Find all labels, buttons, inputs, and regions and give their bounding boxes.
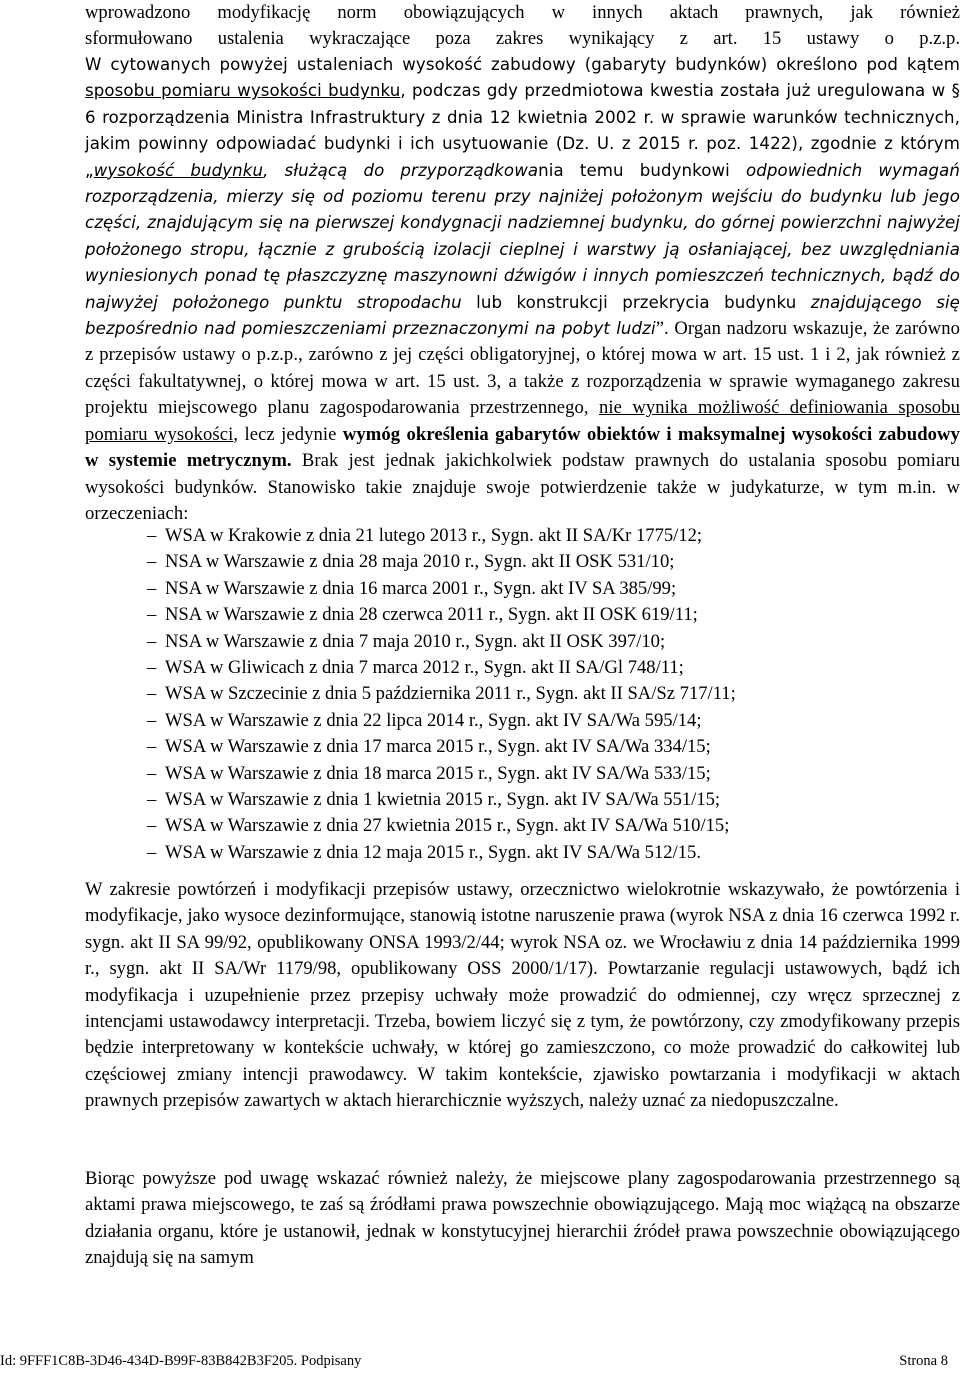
- intro-line-2: sformułowano ustalenia wykraczające poza zakres wynikający z art. 15 ustawy o p.z.p.: [85, 28, 960, 50]
- intro-line-1: wprowadzono modyfikację norm obowiązujących w innych aktach prawnych, jak również: [85, 2, 960, 23]
- page-number: Strona 8: [899, 1353, 948, 1369]
- court-decisions-list: [85, 523, 960, 866]
- list-dash: –: [147, 762, 157, 784]
- p2-quote-3: znajdującego się bezpośrednio nad pomieszczeniami przeznaczonymi na pobyt ludzi: [85, 292, 960, 339]
- list-dash: –: [147, 683, 157, 705]
- list-dash: –: [147, 630, 157, 652]
- list-dash: –: [147, 657, 157, 679]
- list-dash: –: [147, 551, 157, 573]
- list-item: – WSA w Warszawie z dnia 22 lipca 2014 r., Sygn. akt IV SA/Wa 595/14;: [85, 708, 960, 734]
- p2-text-1: W cytowanych powyżej ustaleniach wysokość zabudowy (gabaryty budynków) określono pod kątem: [85, 55, 960, 74]
- list-item: – NSA w Warszawie z dnia 16 marca 2001 r., Sygn. akt IV SA 385/99;: [85, 576, 960, 602]
- p2-text-3: , podczas gdy przedmiotowa kwestia została już uregulowana w § 6 rozporządzenia Ministra Infrastruktury z dnia 12 kwietnia 2002 r. w sprawie warunków technicznych, jakim powinny odpowiadać budynki i ich usytuowanie (Dz. U. z 2015 r. poz. 1422), zgodnie z którym „: [85, 81, 960, 180]
- list-item: – WSA w Warszawie z dnia 27 kwietnia 2015 r., Sygn. akt IV SA/Wa 510/15;: [85, 813, 960, 839]
- paragraph-height-measurement: [85, 52, 960, 527]
- list-dash: –: [147, 604, 157, 626]
- page-footer: [0, 1353, 948, 1370]
- list-item: – WSA w Warszawie z dnia 18 marca 2015 r., Sygn. akt IV SA/Wa 533/15;: [85, 761, 960, 787]
- list-item: – WSA w Warszawie z dnia 1 kwietnia 2015 r., Sygn. akt IV SA/Wa 551/15;: [85, 787, 960, 813]
- p2-underline-method: sposobu pomiaru wysokości budynku: [85, 81, 401, 101]
- p2-quote-2: odpowiednich wymagań rozporządzenia, mierzy się od poziomu terenu przy najniżej położonym wejściu do budynku lub jego części, znajdującym się na pierwszej kondygnacji nadziemnej budynku, do górnej powierzchni najwyżej położonego stropu, łącznie z grubością izolacji cieplnej i warstwy ją osłaniającej, bez uwzględniania wyniesionych ponad tę płaszczyznę maszynowni dźwigów i innych pomieszczeń technicznych, bądź do najwyżej położonego punktu stropodachu: [85, 160, 960, 312]
- list-dash: –: [147, 841, 157, 863]
- p2-quote-1: , służącą do przyporządkowa: [263, 160, 539, 180]
- p2-quote-term: wysokość budynku: [93, 160, 264, 180]
- p2-text-8: lub konstrukcji przekrycia budynku: [476, 292, 811, 312]
- list-dash: –: [147, 815, 157, 837]
- list-dash: –: [147, 577, 157, 599]
- p2-underline-conclusion: nie wynika możliwość definiowania sposobu pomiaru wysokości: [85, 397, 960, 445]
- list-dash: –: [147, 709, 157, 731]
- list-dash: –: [147, 736, 157, 758]
- document-id: Id: 9FFF1C8B-3D46-434D-B99F-83B842B3F205. Podpisany: [0, 1353, 362, 1369]
- p2-text-14: Brak jest jednak jakichkolwiek podstaw prawnych do ustalania sposobu pomiaru wysokości budynków. Stanowisko takie znajduje swoje potwierdzenie także w judykaturze, w tym m.in. w orzeczeniach:: [85, 450, 960, 524]
- paragraph-intro: [85, 0, 960, 53]
- list-item: – WSA w Gliwicach z dnia 7 marca 2012 r., Sygn. akt II SA/Gl 748/11;: [85, 655, 960, 681]
- list-item: – WSA w Krakowie z dnia 21 lutego 2013 r., Sygn. akt II SA/Kr 1775/12;: [85, 523, 960, 549]
- list-item: – WSA w Warszawie z dnia 12 maja 2015 r., Sygn. akt IV SA/Wa 512/15.: [85, 840, 960, 866]
- paragraph-repetition: W zakresie powtórzeń i modyfikacji przepisów ustawy, orzecznictwo wielokrotnie wskazywało, że powtórzenia i modyfikacje, jako wysoce dezinformujące, stanowią istotne naruszenie prawa (wyrok NSA z dnia 16 czerwca 1992 r. sygn. akt II SA 99/92, opublikowany ONSA 1993/2/44; wyrok NSA oz. we Wrocławiu z dnia 14 października 1999 r., sygn. akt II SA/Wr 1179/98, opublikowany OSS 2000/1/17). Powtarzanie regulacji ustawowych, bądź ich modyfikacja i uzupełnienie przez przepisy uchwały może prowadzić do odmiennej, czy wręcz sprzecznej z intencjami ustawodawcy interpretacji. Trzeba, bowiem liczyć się z tym, że powtórzony, czy zmodyfikowany przepis będzie interpretowany w kontekście uchwały, w której go zamieszczono, co może prowadzić do całkowitej lub częściowej zmiany intencji prawodawcy. W takim kontekście, zjawisko powtarzania i modyfikacji w aktach prawnych przepisów zawartych w aktach hierarchicznie wyższych, należy uznać za niedopuszczalne.: [85, 879, 960, 1112]
- p2-bold-requirement: wymóg określenia gabarytów obiektów i maksymalnej wysokości zabudowy w systemie metrycznym.: [85, 423, 960, 472]
- list-dash: –: [147, 789, 157, 811]
- list-item: – NSA w Warszawie z dnia 28 czerwca 2011 r., Sygn. akt II OSK 619/11;: [85, 602, 960, 628]
- list-item: – NSA w Warszawie z dnia 7 maja 2010 r., Sygn. akt II OSK 397/10;: [85, 629, 960, 655]
- list-item: – NSA w Warszawie z dnia 28 maja 2010 r., Sygn. akt II OSK 531/10;: [85, 549, 960, 575]
- list-item: – WSA w Warszawie z dnia 17 marca 2015 r., Sygn. akt IV SA/Wa 334/15;: [85, 734, 960, 760]
- p2-text-6: nia temu budynkowi: [538, 160, 746, 180]
- p2-text-10: ”. Organ nadzoru wskazuje, że zarówno z przepisów ustawy o p.z.p., zarówno z jej części obligatoryjnej, o której mowa w art. 15 ust. 1 i 2, jak również z części fakultatywnej, o której mowa w art. 15 ust. 3, a także z rozporządzenia w sprawie wymaganego zakresu projektu miejscowego planu zagospodarowania przestrzennego,: [85, 318, 960, 419]
- list-item: – WSA w Szczecinie z dnia 5 października 2011 r., Sygn. akt II SA/Sz 717/11;: [85, 681, 960, 707]
- list-dash: –: [147, 525, 157, 546]
- p2-text-12: , lecz jedynie: [233, 423, 343, 445]
- paragraph-local-plans: Biorąc powyższe pod uwagę wskazać również należy, że miejscowe plany zagospodarowania przestrzennego są aktami prawa miejscowego, te zaś są źródłami prawa powszechnie obowiązującego. Mają moc wiążącą na obszarze działania organu, które je ustanowił, jednak w konstytucyjnej hierarchii źródeł prawa powszechnie obowiązującego znajdują się na samym: [85, 1168, 960, 1269]
